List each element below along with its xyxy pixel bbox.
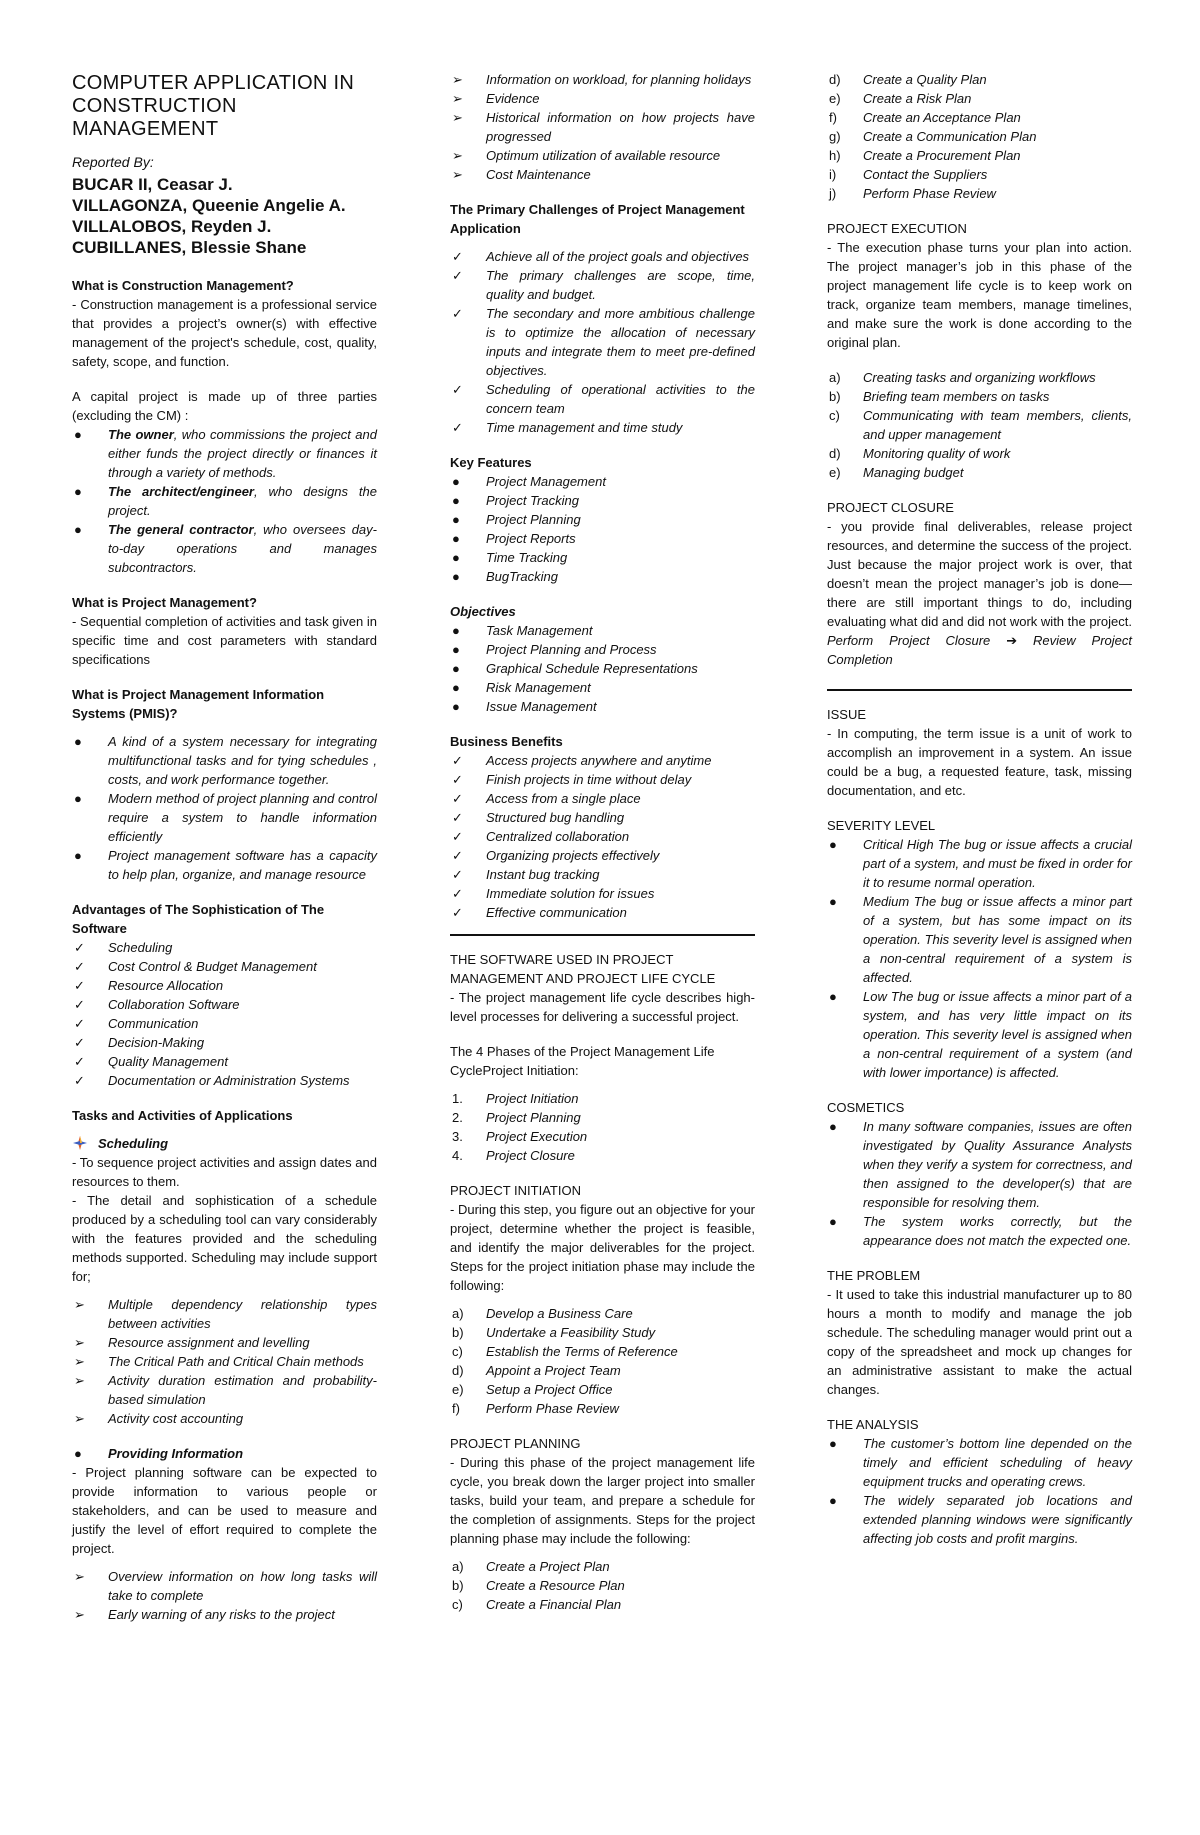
list-item: ● The system works correctly, but the appearance does not match the expected one. <box>829 1214 1132 1248</box>
list-item: b) Create a Resource Plan <box>452 1578 625 1593</box>
list-item: f) Create an Acceptance Plan <box>829 110 1021 125</box>
list-item: ✓ Structured bug handling <box>452 810 625 825</box>
analysis-list <box>827 1434 1132 1548</box>
scheduling-icon <box>72 1135 88 1151</box>
list-item: ● The owner, who commissions the project and either funds the project directly or finances it through a variety of methods. <box>74 427 377 480</box>
bullet-icon: ● <box>452 493 460 508</box>
list-letter: a) <box>452 1306 464 1321</box>
section-heading: THE ANALYSIS <box>827 1417 919 1432</box>
list-letter: c) <box>452 1344 463 1359</box>
column-3 <box>827 70 1132 1548</box>
list-letter: h) <box>829 148 841 163</box>
section-heading: THE PROBLEM <box>827 1268 921 1283</box>
list-item: b) Undertake a Feasibility Study <box>452 1325 656 1340</box>
checkmark-icon: ✓ <box>452 382 463 397</box>
bullet-icon: ● <box>74 484 82 499</box>
arrow-bullet-icon: ➢ <box>74 1411 85 1426</box>
cosmetics-list <box>827 1117 1132 1250</box>
section-heading: The Primary Challenges of Project Management Application <box>450 202 745 236</box>
list-letter: e) <box>829 465 841 480</box>
author-name: CUBILLANES, Blessie Shane <box>72 238 307 257</box>
list-item: ➢ Early warning of any risks to the project <box>74 1607 335 1622</box>
list-item: ● The customer’s bottom line depended on the timely and efficient scheduling of heavy equipment trucks and operating crews. <box>829 1436 1132 1489</box>
bullet-icon: ● <box>829 1493 837 1508</box>
checkmark-icon: ✓ <box>452 905 463 920</box>
section-heading: What is Construction Management? <box>72 278 294 293</box>
bullet-icon: ● <box>74 734 82 749</box>
bullet-icon: ● <box>452 661 460 676</box>
list-item: ✓ Cost Control & Budget Management <box>74 959 317 974</box>
author-name: VILLALOBOS, Reyden J. <box>72 217 272 236</box>
list-item: ● Project Management <box>452 474 606 489</box>
severity-list <box>827 835 1132 1082</box>
challenges-list <box>450 247 755 437</box>
providing-info-subheading <box>72 1444 377 1463</box>
list-item: c) Create a Financial Plan <box>452 1597 622 1612</box>
list-number: 4. <box>452 1148 463 1163</box>
bullet-icon: ● <box>452 699 460 714</box>
paragraph: - In computing, the term issue is a unit of work to accomplish an improvement in a system. An issue could be a bug, a requested feature, task, missing documentation, and etc. <box>827 726 1132 798</box>
list-item: ✓ The secondary and more ambitious challenge is to optimize the allocation of necessary inputs and integrate them to meet pre-defined objectives. <box>452 306 755 378</box>
section-heading: PROJECT PLANNING <box>450 1436 581 1451</box>
list-item: ➢ Multiple dependency relationship types between activities <box>74 1297 377 1331</box>
bullet-icon: ● <box>829 1119 837 1134</box>
arrow-bullet-icon: ➢ <box>452 167 463 182</box>
key-features-list <box>450 472 755 586</box>
list-item: d) Appoint a Project Team <box>452 1363 621 1378</box>
bullet-icon: ● <box>452 569 460 584</box>
list-item: ● Project management software has a capacity to help plan, organize, and manage resource <box>74 848 377 882</box>
section-heading: Advantages of The Sophistication of The Software <box>72 902 325 936</box>
bullet-icon: ● <box>74 1446 82 1461</box>
list-item: i) Contact the Suppliers <box>829 167 988 182</box>
list-item: ➢ Cost Maintenance <box>452 167 591 182</box>
list-item: ➢ The Critical Path and Critical Chain methods <box>74 1354 364 1369</box>
checkmark-icon: ✓ <box>452 268 463 283</box>
section-heading: Tasks and Activities of Applications <box>72 1108 293 1123</box>
list-letter: f) <box>452 1401 460 1416</box>
list-item: ✓ Documentation or Administration Systems <box>74 1073 350 1088</box>
list-item: ✓ Instant bug tracking <box>452 867 600 882</box>
list-item: ● Graphical Schedule Representations <box>452 661 698 676</box>
section-heading: PROJECT CLOSURE <box>827 500 954 515</box>
checkmark-icon: ✓ <box>452 306 463 321</box>
paragraph: - Sequential completion of activities and task given in specific time and cost parameters with standard specifications <box>72 614 377 667</box>
section-heading: SEVERITY LEVEL <box>827 818 936 833</box>
checkmark-icon: ✓ <box>452 829 463 844</box>
list-letter: a) <box>452 1559 464 1574</box>
bullet-icon: ● <box>74 427 82 442</box>
list-item: ● BugTracking <box>452 569 559 584</box>
list-number: 1. <box>452 1091 463 1106</box>
list-item: ● A kind of a system necessary for integrating multifunctional tasks and for tying schedules , costs, and work performance together. <box>74 734 377 787</box>
list-item: ● Providing Information <box>74 1446 244 1461</box>
section-heading: PROJECT EXECUTION <box>827 221 967 236</box>
section-heading: Key Features <box>450 455 532 470</box>
section-heading: Business Benefits <box>450 734 563 749</box>
list-letter: b) <box>829 389 841 404</box>
bullet-icon: ● <box>452 512 460 527</box>
list-item: ➢ Overview information on how long tasks will take to complete <box>74 1569 377 1603</box>
author-name: VILLAGONZA, Queenie Angelie A. <box>72 196 346 215</box>
list-letter: f) <box>829 110 837 125</box>
list-item: ✓ Scheduling of operational activities to the concern team <box>452 382 755 416</box>
document-title: COMPUTER APPLICATION IN CONSTRUCTION MANAGEMENT <box>72 72 355 140</box>
bullet-icon: ● <box>829 1214 837 1229</box>
list-item: a) Creating tasks and organizing workflows <box>829 370 1096 385</box>
checkmark-icon: ✓ <box>74 959 85 974</box>
list-item: ● Medium The bug or issue affects a minor part of a system, but has some impact on its operation. This severity level is assigned when a non-central requirement of a system is affected. <box>829 894 1132 985</box>
bullet-icon: ● <box>829 989 837 1004</box>
list-letter: i) <box>829 167 837 182</box>
bullet-icon: ● <box>452 642 460 657</box>
bullet-icon: ● <box>829 1436 837 1451</box>
list-item: a) Create a Project Plan <box>452 1559 610 1574</box>
list-item: d) Monitoring quality of work <box>829 446 1011 461</box>
list-letter: b) <box>452 1325 464 1340</box>
checkmark-icon: ✓ <box>452 772 463 787</box>
list-item: ● The architect/engineer, who designs the project. <box>74 484 377 518</box>
list-item: ✓ Organizing projects effectively <box>452 848 660 863</box>
list-item: 4. Project Closure <box>452 1148 575 1163</box>
list-letter: d) <box>452 1363 464 1378</box>
checkmark-icon: ✓ <box>74 940 85 955</box>
list-letter: b) <box>452 1578 464 1593</box>
list-item: ● The general contractor, who oversees day-to-day operations and manages subcontractors. <box>74 522 377 575</box>
column-1 <box>72 70 377 1624</box>
list-item: ● Project Planning <box>452 512 581 527</box>
list-item: ✓ Decision-Making <box>74 1035 205 1050</box>
list-letter: j) <box>829 186 837 201</box>
checkmark-icon: ✓ <box>74 1073 85 1088</box>
scheduling-list <box>72 1295 377 1428</box>
list-number: 2. <box>452 1110 463 1125</box>
list-item: c) Establish the Terms of Reference <box>452 1344 678 1359</box>
arrow-right-icon: ➔ <box>1006 633 1018 648</box>
list-item: ✓ Access projects anywhere and anytime <box>452 753 712 768</box>
paragraph: - Construction management is a professional service that provides a project’s owner(s) with effective management of the project's schedule, cost, quality, safety, scope, and function. <box>72 297 377 369</box>
initiation-list <box>450 1304 755 1418</box>
arrow-bullet-icon: ➢ <box>452 110 463 125</box>
checkmark-icon: ✓ <box>452 753 463 768</box>
author-list <box>72 174 377 258</box>
list-item: ✓ Access from a single place <box>452 791 641 806</box>
arrow-bullet-icon: ➢ <box>452 72 463 87</box>
checkmark-icon: ✓ <box>452 249 463 264</box>
paragraph: - During this step, you figure out an objective for your project, determine whether the project is feasible, and identify the major deliverables for the project. Steps for the project initiation phase may include the following: <box>450 1202 755 1293</box>
arrow-bullet-icon: ➢ <box>74 1297 85 1312</box>
list-item: d) Create a Quality Plan <box>829 72 987 87</box>
scheduling-subheading: Scheduling <box>72 1134 377 1153</box>
advantages-list <box>72 938 377 1090</box>
planning-list <box>450 1557 755 1614</box>
arrow-bullet-icon: ➢ <box>74 1373 85 1388</box>
checkmark-icon: ✓ <box>74 1016 85 1031</box>
arrow-bullet-icon: ➢ <box>452 148 463 163</box>
list-item: h) Create a Procurement Plan <box>829 148 1021 163</box>
section-heading: COSMETICS <box>827 1100 905 1115</box>
list-item: ➢ Information on workload, for planning holidays <box>452 72 752 87</box>
list-item: ● Risk Management <box>452 680 591 695</box>
author-name: BUCAR II, Ceasar J. <box>72 175 233 194</box>
list-item: c) Communicating with team members, clients, and upper management <box>829 408 1132 442</box>
phases-list <box>450 1089 755 1165</box>
paragraph: - Project planning software can be expected to provide information to various people or stakeholders, and can be used to measure and justify the level of effort required to complete the project. <box>72 1465 377 1556</box>
list-item: ✓ Collaboration Software <box>74 997 240 1012</box>
list-item: ✓ Finish projects in time without delay <box>452 772 692 787</box>
checkmark-icon: ✓ <box>452 867 463 882</box>
list-item: ● Task Management <box>452 623 593 638</box>
section-heading: THE SOFTWARE USED IN PROJECT MANAGEMENT AND PROJECT LIFE CYCLE <box>450 952 716 986</box>
list-letter: d) <box>829 72 841 87</box>
list-letter: d) <box>829 446 841 461</box>
bullet-icon: ● <box>452 680 460 695</box>
list-item: ● Issue Management <box>452 699 597 714</box>
list-item: b) Briefing team members on tasks <box>829 389 1050 404</box>
divider <box>827 689 1132 691</box>
list-item: ● Project Planning and Process <box>452 642 657 657</box>
paragraph: - The detail and sophistication of a schedule produced by a scheduling tool can vary considerably with the features provided and the scheduling methods supported. Scheduling may include support for; <box>72 1193 377 1284</box>
list-letter: a) <box>829 370 841 385</box>
section-heading: The 4 Phases of the Project Management Life CycleProject Initiation: <box>450 1044 715 1078</box>
arrow-bullet-icon: ➢ <box>452 91 463 106</box>
list-item: j) Perform Phase Review <box>829 186 996 201</box>
checkmark-icon: ✓ <box>452 420 463 435</box>
paragraph: - The execution phase turns your plan into action. The project manager’s job in this phase of the project management life cycle is to keep work on track, organize team members, manage timelines, and make sure the work is done according to the original plan. <box>827 240 1132 350</box>
bullet-icon: ● <box>74 522 82 537</box>
paragraph: A capital project is made up of three parties (excluding the CM) : <box>72 389 377 423</box>
list-letter: e) <box>452 1382 464 1397</box>
section-heading: PROJECT INITIATION <box>450 1183 581 1198</box>
list-item: 2. Project Planning <box>452 1110 581 1125</box>
list-item: ● In many software companies, issues are often investigated by Quality Assurance Analysts when they verify a system for correctness, and then assigned to the developer(s) that are responsible for resolving them. <box>829 1119 1132 1210</box>
bullet-icon: ● <box>452 550 460 565</box>
list-letter: g) <box>829 129 841 144</box>
parties-list <box>72 425 377 577</box>
list-item: 3. Project Execution <box>452 1129 588 1144</box>
paragraph: - you provide final deliverables, release project resources, and determine the success of the project. Just because the major project work is over, that doesn’t mean the project manager’s job is done—there are still important things to do, including evaluating what did and did not work with the project. <box>827 519 1132 629</box>
paragraph: - To sequence project activities and assign dates and resources to them. <box>72 1155 377 1189</box>
list-item: g) Create a Communication Plan <box>829 129 1037 144</box>
section-heading: Objectives <box>450 604 516 619</box>
checkmark-icon: ✓ <box>452 810 463 825</box>
list-item: ✓ Scheduling <box>74 940 173 955</box>
list-item: ➢ Resource assignment and levelling <box>74 1335 310 1350</box>
list-number: 3. <box>452 1129 463 1144</box>
bullet-icon: ● <box>74 848 82 863</box>
arrow-bullet-icon: ➢ <box>74 1354 85 1369</box>
list-item: ➢ Optimum utilization of available resource <box>452 148 721 163</box>
reported-by-label: Reported By: <box>72 154 154 170</box>
checkmark-icon: ✓ <box>74 978 85 993</box>
column-2 <box>450 70 755 1614</box>
list-item: ➢ Evidence <box>452 91 540 106</box>
checkmark-icon: ✓ <box>452 886 463 901</box>
list-item: ✓ The primary challenges are scope, time, quality and budget. <box>452 268 755 302</box>
list-item: ✓ Quality Management <box>74 1054 228 1069</box>
closure-flow: Perform Project Closure ➔ Review Project Completion <box>827 633 1132 667</box>
paragraph: - It used to take this industrial manufacturer up to 80 hours a month to modify and manage the job schedule. The scheduling manager would print out a copy of the spreadsheet and mock up changes for an administrative assistant to make the actual changes. <box>827 1287 1132 1397</box>
checkmark-icon: ✓ <box>74 997 85 1012</box>
execution-list <box>827 368 1132 482</box>
bullet-icon: ● <box>74 791 82 806</box>
checkmark-icon: ✓ <box>74 1035 85 1050</box>
list-item: ✓ Immediate solution for issues <box>452 886 655 901</box>
bullet-icon: ● <box>829 837 837 852</box>
paragraph: - The project management life cycle describes high-level processes for delivering a successful project. <box>450 990 755 1024</box>
bullet-icon: ● <box>452 531 460 546</box>
arrow-bullet-icon: ➢ <box>74 1335 85 1350</box>
section-heading: ISSUE <box>827 707 867 722</box>
divider <box>450 934 755 936</box>
list-item: ● The widely separated job locations and extended planning windows were significantly affecting job costs and profit margins. <box>829 1493 1132 1546</box>
list-item: ● Time Tracking <box>452 550 568 565</box>
list-item: f) Perform Phase Review <box>452 1401 619 1416</box>
bullet-icon: ● <box>452 474 460 489</box>
bullet-icon: ● <box>452 623 460 638</box>
list-letter: e) <box>829 91 841 106</box>
list-item: ✓ Time management and time study <box>452 420 683 435</box>
list-item: ✓ Communication <box>74 1016 199 1031</box>
list-item: ✓ Effective communication <box>452 905 627 920</box>
list-item: e) Create a Risk Plan <box>829 91 972 106</box>
list-item: ● Critical High The bug or issue affects a crucial part of a system, and must be fixed in order for it to resume normal operation. <box>829 837 1132 890</box>
list-letter: c) <box>829 408 840 423</box>
list-item: ● Project Reports <box>452 531 576 546</box>
pmis-list <box>72 732 377 884</box>
list-letter: c) <box>452 1597 463 1612</box>
list-item: ➢ Activity cost accounting <box>74 1411 244 1426</box>
list-item: ● Project Tracking <box>452 493 579 508</box>
section-heading: What is Project Management Information Systems (PMIS)? <box>72 687 325 721</box>
arrow-bullet-icon: ➢ <box>74 1607 85 1622</box>
section-heading: What is Project Management? <box>72 595 257 610</box>
list-item: ✓ Achieve all of the project goals and objectives <box>452 249 750 264</box>
benefits-list <box>450 751 755 922</box>
checkmark-icon: ✓ <box>452 791 463 806</box>
objectives-list <box>450 621 755 716</box>
paragraph: - During this phase of the project management life cycle, you break down the larger project into smaller tasks, build your team, and prepare a schedule for the completion of assignments. Steps for the project planning phase may include the following: <box>450 1455 755 1546</box>
bullet-icon: ● <box>829 894 837 909</box>
checkmark-icon: ✓ <box>452 848 463 863</box>
list-item: ● Modern method of project planning and control require a system to handle information efficiently <box>74 791 377 844</box>
planning-list-continued <box>827 70 1132 203</box>
info-list-continued <box>450 70 755 184</box>
list-item: e) Managing budget <box>829 465 964 480</box>
list-item: ✓ Resource Allocation <box>74 978 224 993</box>
info-list <box>72 1567 377 1624</box>
list-item: ➢ Activity duration estimation and probability-based simulation <box>74 1373 377 1407</box>
list-item: a) Develop a Business Care <box>452 1306 633 1321</box>
list-item: e) Setup a Project Office <box>452 1382 613 1397</box>
list-item: ● Low The bug or issue affects a minor part of a system, and has very little impact on its operation. This severity level is assigned when a non-central requirement of a system (and with lower importance) is affected. <box>829 989 1132 1080</box>
arrow-bullet-icon: ➢ <box>74 1569 85 1584</box>
list-item: ✓ Centralized collaboration <box>452 829 630 844</box>
list-item: ➢ Historical information on how projects have progressed <box>452 110 755 144</box>
checkmark-icon: ✓ <box>74 1054 85 1069</box>
list-item: 1. Project Initiation <box>452 1091 579 1106</box>
